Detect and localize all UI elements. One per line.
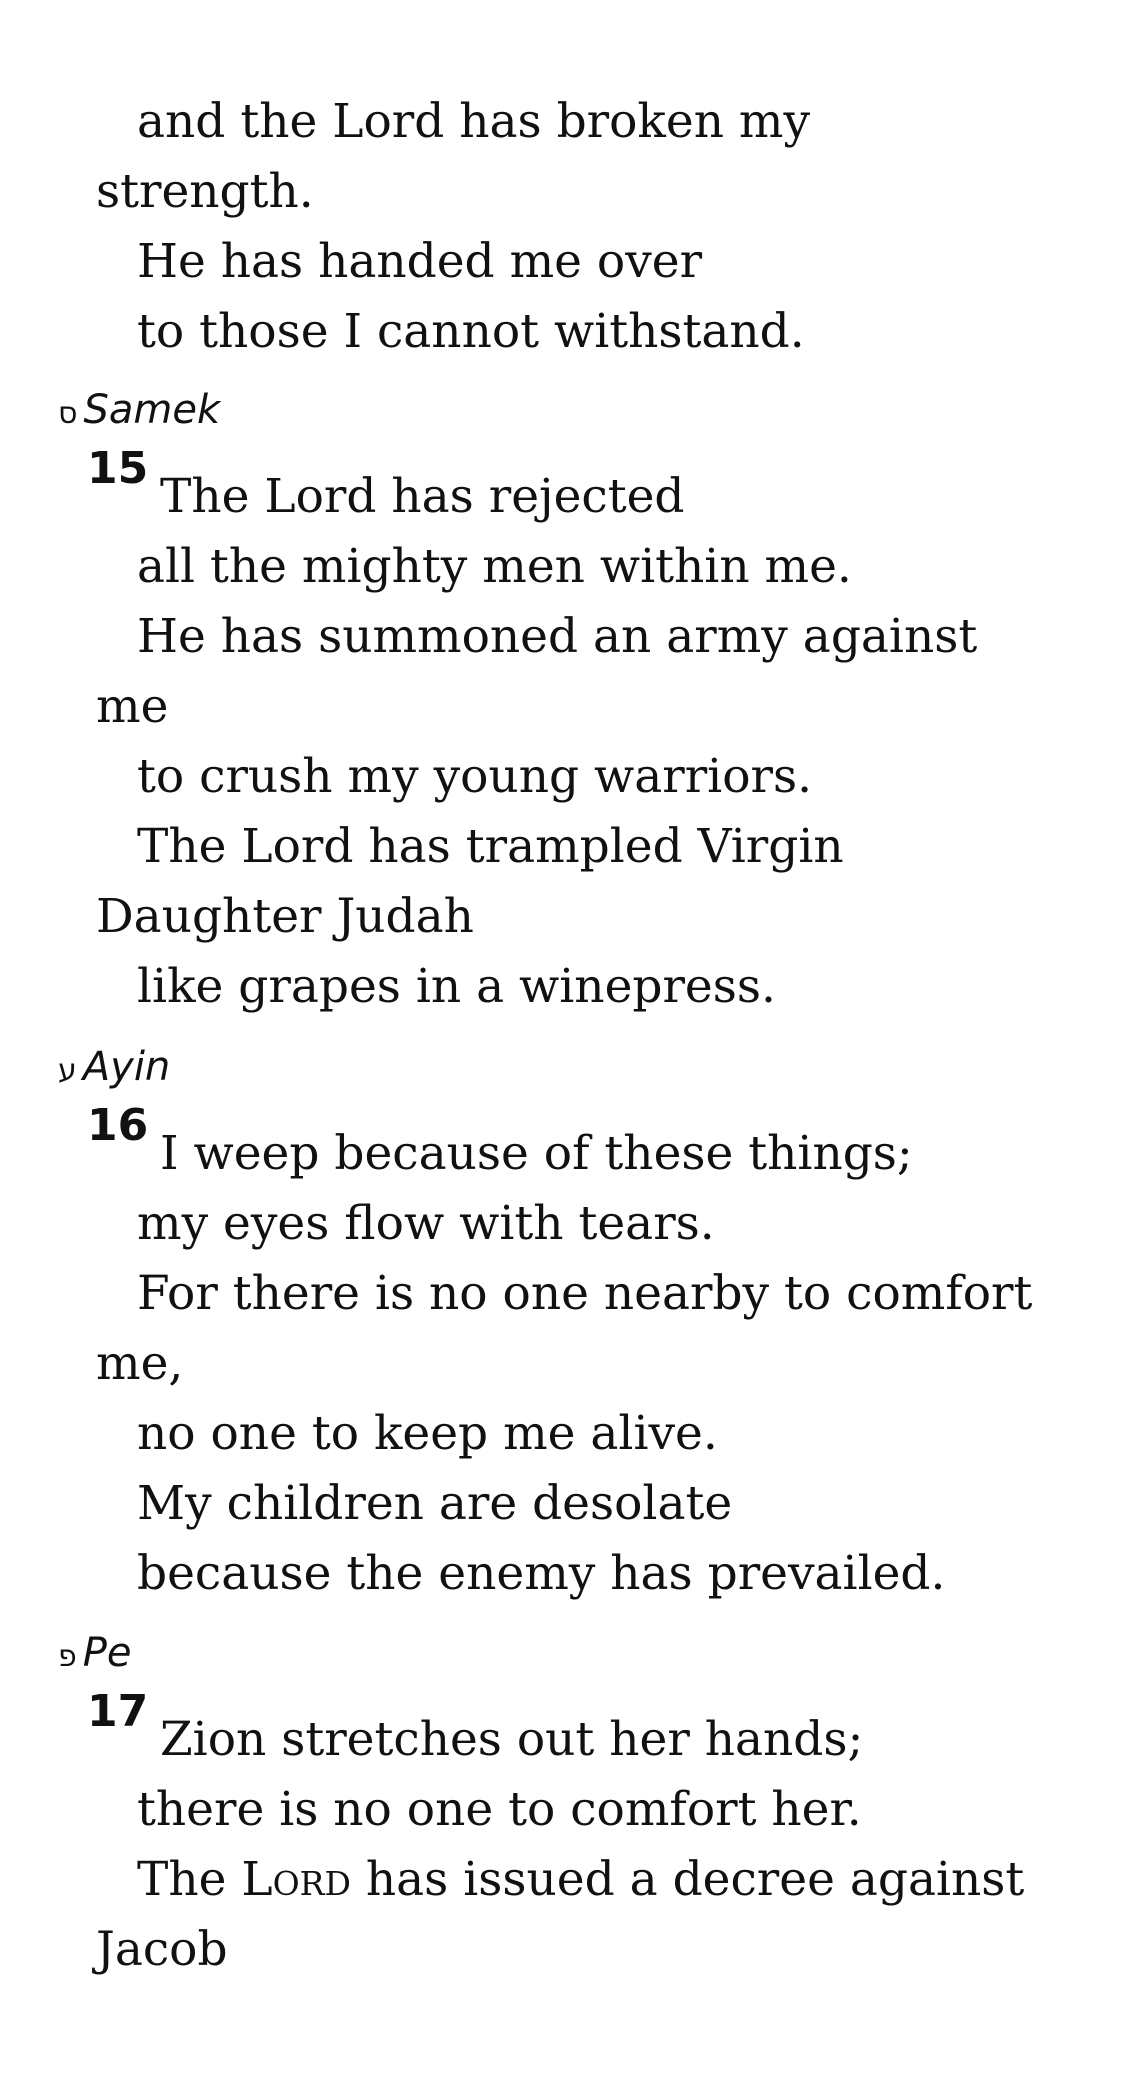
poetry-line: strength. <box>96 164 314 219</box>
poetry-line: to crush my young warriors. <box>137 749 813 804</box>
poetry-line: no one to keep me alive. <box>137 1406 718 1461</box>
verse-number: 17 <box>87 1686 149 1737</box>
verse-number: 16 <box>87 1100 149 1151</box>
poetry-line: I weep because of these things; <box>160 1126 913 1181</box>
poetry-line: He has summoned an army against <box>137 609 978 664</box>
poetry-line: like grapes in a winepress. <box>137 959 776 1014</box>
poetry-line: Daughter Judah <box>96 889 474 944</box>
poetry-line: My children are desolate <box>137 1476 733 1531</box>
poetry-line: me, <box>96 1336 184 1391</box>
poetry-line: my eyes flow with tears. <box>137 1196 715 1251</box>
poetry-line: and the Lord has broken my <box>137 94 811 149</box>
hebrew-letter-heading <box>58 1628 131 1682</box>
hebrew-letter-ayin: ע <box>58 1053 77 1088</box>
line-text: has issued a decree against <box>350 1852 1025 1907</box>
poetry-line: me <box>96 679 169 734</box>
hebrew-letter-samek: ס <box>58 396 78 431</box>
poetry-line: there is no one to comfort her. <box>137 1782 862 1837</box>
poetry-line: all the mighty men within me. <box>137 539 852 594</box>
poetry-line: Zion stretches out her hands; <box>160 1712 864 1767</box>
heading-label: Samek <box>83 387 221 433</box>
poetry-line: to those I cannot withstand. <box>137 304 805 359</box>
hebrew-letter-heading <box>58 385 220 439</box>
poetry-line: The Lord has trampled Virgin <box>137 819 844 874</box>
heading-label: Pe <box>82 1630 132 1676</box>
verse-number: 15 <box>87 443 149 494</box>
poetry-line: He has handed me over <box>137 234 703 289</box>
hebrew-letter-heading <box>58 1042 170 1096</box>
line-text: The <box>137 1852 242 1907</box>
heading-label: Ayin <box>82 1044 171 1090</box>
poetry-line: because the enemy has prevailed. <box>137 1546 946 1601</box>
divine-name-smallcaps: Lord <box>241 1852 351 1907</box>
hebrew-letter-pe: פ <box>58 1639 77 1674</box>
poetry-line: Jacob <box>96 1922 228 1977</box>
poetry-line: The Lord has rejected <box>160 469 685 524</box>
poetry-line: For there is no one nearby to comfort <box>137 1266 1033 1321</box>
poetry-line <box>137 1845 1024 1915</box>
